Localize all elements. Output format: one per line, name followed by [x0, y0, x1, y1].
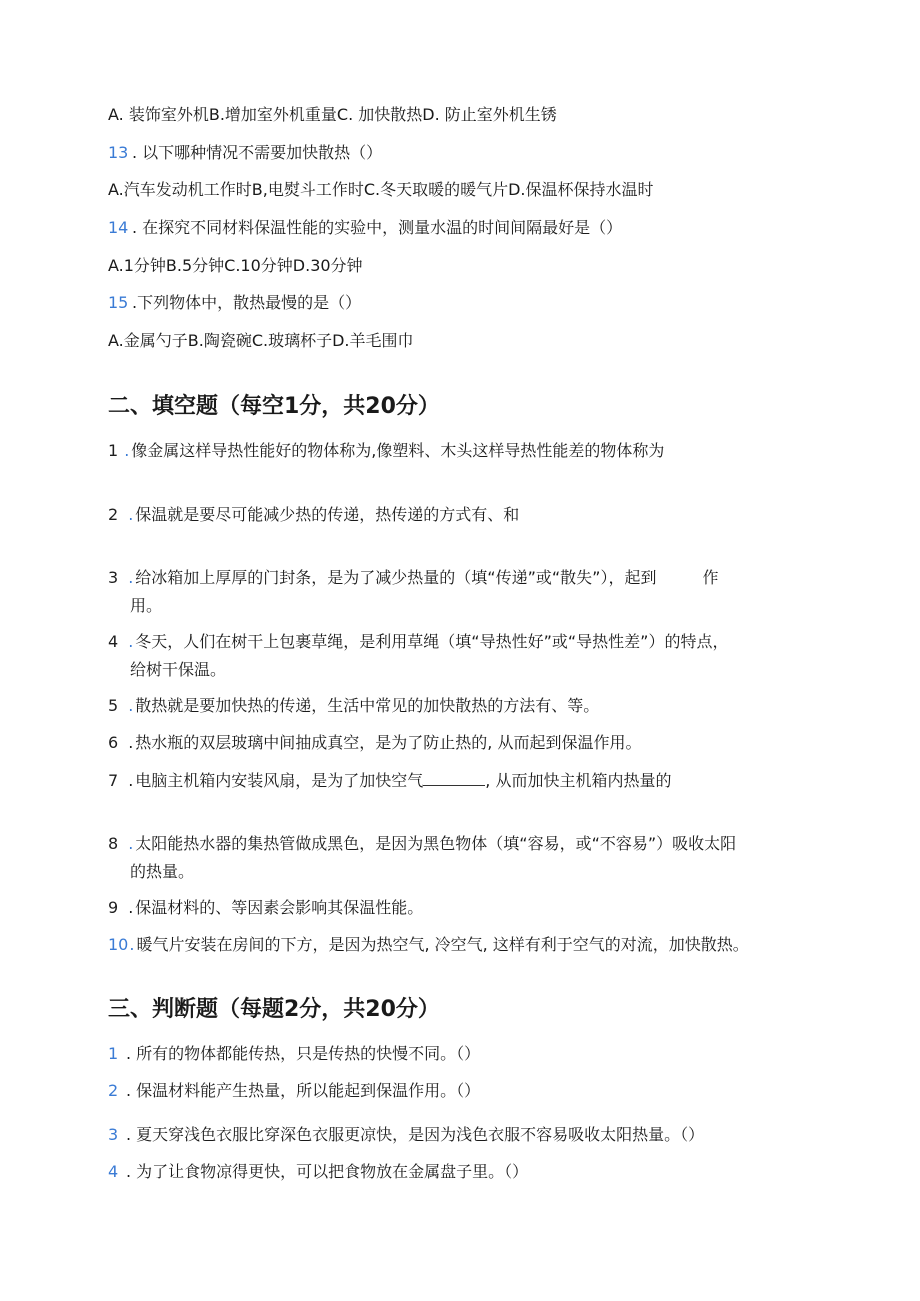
fill-item-5: 5 . 散热就是要加快热的传递，生活中常见的加快散热的方法有、等。 — [108, 696, 600, 715]
item-text: 给冰箱加上厚厚的门封条，是为了减少热量的（填“传递”或“散失”），起到 — [135, 568, 657, 587]
question-number: 13 — [108, 143, 129, 162]
item-number: 5 — [108, 696, 119, 715]
item-number: 2 — [108, 1081, 119, 1100]
item-text: . 所有的物体都能传热，只是传热的快慢不同。（） — [126, 1044, 481, 1063]
item-text: 冬天，人们在树干上包裹草绳，是利用草绳（填“导热性好”或“导热性差”）的特点， — [135, 632, 729, 651]
fill-item-10: 10. 暖气片安装在房间的下方，是因为热空气, 冷空气, 这样有利于空气的对流，加快散热。 — [108, 935, 749, 954]
item-number: 7 — [108, 771, 119, 790]
fill-item-7: 7 . 电脑主机箱内安装风扇，是为了加快空气 , 从而加快主机箱内热量的 — [108, 771, 672, 790]
item-text: 暖气片安装在房间的下方，是因为热空气, 冷空气, 这样有利于空气的对流，加快散热。 — [136, 935, 749, 954]
item-text: 散热就是要加快热的传递，生活中常见的加快散热的方法有、等。 — [135, 696, 600, 715]
fill-item-9: 9 . 保温材料的、等因素会影响其保温性能。 — [108, 898, 424, 917]
fill-item-8-cont: 的热量。 — [130, 862, 195, 881]
q13-options: A.汽车发动机工作时B,电熨斗工作时C.冬天取暖的暖气片D.保温杯保持水温时 — [108, 180, 654, 199]
item-number: 1 — [108, 441, 119, 460]
question-text: . 以下哪种情况不需要加快散热（） — [132, 143, 383, 162]
fill-item-3-cont: 用。 — [130, 596, 163, 615]
item-text-tail: 作 — [702, 568, 719, 587]
question-text: . 在探究不同材料保温性能的实验中，测量水温的时间间隔最好是（） — [132, 218, 623, 237]
item-number: 3 — [108, 568, 119, 587]
question-15 — [108, 293, 361, 313]
item-number: 4 — [108, 1162, 119, 1181]
judge-item-2 — [108, 1081, 480, 1101]
item-text-a: 电脑主机箱内安装风扇，是为了加快空气 — [135, 771, 424, 790]
item-number: 3 — [108, 1125, 119, 1144]
item-number: 10 — [108, 935, 129, 954]
item-text-b: , 从而加快主机箱内热量的 — [485, 771, 672, 790]
question-13 — [108, 143, 382, 163]
q12-options: A. 装饰室外机B.增加室外机重量C. 加快散热D. 防止室外机生锈 — [108, 105, 557, 124]
answer-blank[interactable] — [423, 771, 485, 786]
q14-options: A.1分钟B.5分钟C.10分钟D.30分钟 — [108, 256, 363, 275]
section-heading-judge: 三、判断题（每题2分，共20分） — [108, 997, 440, 1022]
question-number: 15 — [108, 293, 129, 312]
item-number: 8 — [108, 834, 119, 853]
item-text: . 为了让食物凉得更快，可以把食物放在金属盘子里。（） — [126, 1162, 529, 1181]
item-text: 保温材料的、等因素会影响其保温性能。 — [135, 898, 424, 917]
fill-item-3: 3 . 给冰箱加上厚厚的门封条，是为了减少热量的（填“传递”或“散失”），起到 作 — [108, 568, 719, 587]
fill-item-4: 4 . 冬天，人们在树干上包裹草绳，是利用草绳（填“导热性好”或“导热性差”）的特点， — [108, 632, 729, 651]
fill-item-8: 8 . 太阳能热水器的集热管做成黑色，是因为黑色物体（填“容易，或“不容易”）吸收太阳 — [108, 834, 737, 853]
item-text: . 夏天穿浅色衣服比穿深色衣服更凉快，是因为浅色衣服不容易吸收太阳热量。（） — [126, 1125, 705, 1144]
judge-item-3 — [108, 1125, 704, 1145]
section-heading-fill: 二、填空题（每空1分，共20分） — [108, 394, 440, 419]
item-number: 9 — [108, 898, 119, 917]
question-text: .下列物体中，散热最慢的是（） — [132, 293, 362, 312]
question-14 — [108, 218, 622, 238]
item-number: 1 — [108, 1044, 119, 1063]
item-text: . 保温材料能产生热量，所以能起到保温作用。（） — [126, 1081, 481, 1100]
question-number: 14 — [108, 218, 129, 237]
item-text: 像金属这样导热性能好的物体称为,像塑料、木头这样导热性能差的物体称为 — [131, 441, 665, 460]
item-number: 6 — [108, 733, 119, 752]
fill-item-2: 2 . 保温就是要尽可能减少热的传递，热传递的方式有、和 — [108, 505, 520, 524]
judge-item-1 — [108, 1044, 480, 1064]
item-text: 太阳能热水器的集热管做成黑色，是因为黑色物体（填“容易，或“不容易”）吸收太阳 — [135, 834, 737, 853]
fill-item-1: 1 . 像金属这样导热性能好的物体称为,像塑料、木头这样导热性能差的物体称为 — [108, 441, 665, 460]
fill-item-6: 6 . 热水瓶的双层玻璃中间抽成真空，是为了防止热的, 从而起到保温作用。 — [108, 733, 642, 752]
judge-item-4 — [108, 1162, 528, 1182]
fill-item-4-cont: 给树干保温。 — [130, 660, 227, 679]
item-number: 4 — [108, 632, 119, 651]
item-number: 2 — [108, 505, 119, 524]
item-text: 保温就是要尽可能减少热的传递，热传递的方式有、和 — [135, 505, 520, 524]
item-text: 热水瓶的双层玻璃中间抽成真空，是为了防止热的, 从而起到保温作用。 — [135, 733, 642, 752]
q15-options: A.金属勺子B.陶瓷碗C.玻璃杯子D.羊毛围巾 — [108, 331, 414, 350]
